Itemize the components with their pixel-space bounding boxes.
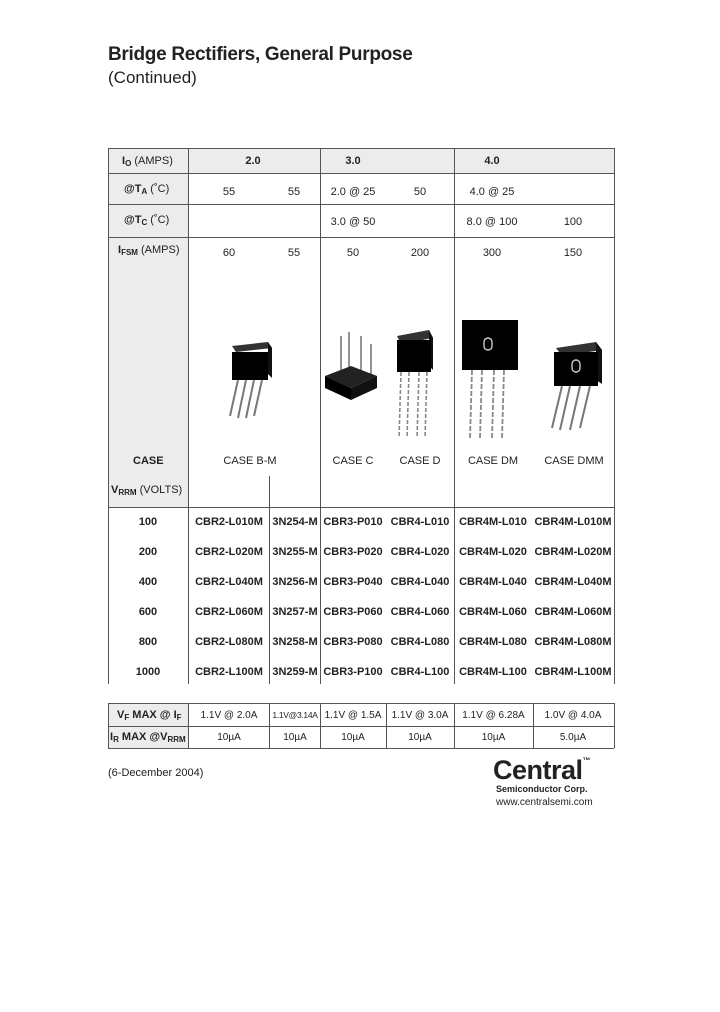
brand-url[interactable]: www.centralsemi.com: [496, 797, 593, 808]
tc-label: $@T_C$ (˚C): [124, 214, 170, 227]
ta-value: 55: [222, 186, 236, 198]
case-name: CASE DM: [467, 455, 519, 467]
part-number: CBR4-L010: [390, 516, 450, 528]
ifsm-value: 55: [287, 247, 301, 259]
part-number: 3N255-M: [272, 546, 318, 558]
vf-value: 1.1V @ 2.0A: [200, 710, 258, 721]
ir-value: 10µA: [217, 732, 241, 743]
part-number: CBR2-L060M: [195, 606, 263, 618]
table-divider: [108, 173, 614, 174]
vrrm-label: $V_{RRM}$ (VOLTS): [111, 484, 183, 497]
part-number: CBR4M-L100: [459, 666, 527, 678]
ifsm-value: 50: [346, 247, 360, 259]
part-number: CBR4-L040: [390, 576, 450, 588]
part-number: CBR3-P040: [323, 576, 383, 588]
col-divider: [320, 148, 321, 684]
part-number: CBR4M-L060: [459, 606, 527, 618]
io-group-4: 4.0: [484, 155, 500, 167]
col-divider: [188, 148, 189, 684]
revision-date: (6-December 2004): [108, 767, 204, 779]
part-number: 3N259-M: [272, 666, 318, 678]
vf-value: 1.0V @ 4.0A: [544, 710, 602, 721]
tc-value: 8.0 @ 100: [466, 216, 518, 228]
ir-label: $I_R$ MAX $@V_{RRM}$: [110, 731, 186, 744]
part-number: CBR3-P020: [323, 546, 383, 558]
table-divider: [108, 726, 614, 727]
table-divider: [108, 703, 614, 704]
brand-logo: [493, 757, 590, 784]
ir-value: 10µA: [408, 732, 432, 743]
part-number: CBR3-P100: [323, 666, 383, 678]
part-number: 3N258-M: [272, 636, 318, 648]
part-number: CBR4M-L080M: [534, 636, 612, 648]
ifsm-value: 150: [563, 247, 583, 259]
ir-value: 5.0µA: [559, 732, 587, 743]
part-number: CBR2-L100M: [195, 666, 263, 678]
brand-name: Central: [493, 755, 583, 785]
brand-subtitle: Semiconductor Corp.: [496, 784, 588, 794]
case-label: CASE: [133, 455, 164, 467]
vrrm-value: 600: [138, 606, 158, 618]
part-number: CBR4M-L010: [459, 516, 527, 528]
case-c-package-image: [321, 332, 381, 404]
part-number: CBR3-P060: [323, 606, 383, 618]
io-group-2: 2.0: [245, 155, 261, 167]
part-number: CBR4-L100: [390, 666, 450, 678]
case-name: CASE B-M: [223, 455, 277, 467]
ifsm-value: 60: [222, 247, 236, 259]
part-number: CBR4-L020: [390, 546, 450, 558]
part-number: 3N256-M: [272, 576, 318, 588]
part-number: 3N257-M: [272, 606, 318, 618]
table-left-border: [108, 148, 109, 684]
vf-value: 1.1V @ 3.0A: [391, 710, 449, 721]
case-name: CASE C: [332, 455, 374, 467]
tc-value: 100: [563, 216, 583, 228]
case-name: CASE D: [399, 455, 441, 467]
part-number: CBR3-P080: [323, 636, 383, 648]
part-number: 3N254-M: [272, 516, 318, 528]
part-number: CBR3-P010: [323, 516, 383, 528]
part-number: CBR2-L020M: [195, 546, 263, 558]
ifsm-value: 200: [410, 247, 430, 259]
ta-value: 2.0 @ 25: [330, 186, 376, 198]
table-divider: [108, 237, 614, 238]
table-top-border: [108, 148, 614, 149]
part-number: CBR4M-L100M: [534, 666, 612, 678]
col-divider: [454, 148, 455, 684]
tc-value: 3.0 @ 50: [330, 216, 376, 228]
page-subtitle: (Continued): [108, 68, 197, 87]
page-title: Bridge Rectifiers, General Purpose: [108, 44, 413, 65]
case-name: CASE DMM: [544, 455, 604, 467]
part-number: CBR2-L040M: [195, 576, 263, 588]
ta-label: $@T_A$ (˚C): [124, 183, 170, 196]
part-number: CBR4M-L040: [459, 576, 527, 588]
io-group-3: 3.0: [345, 155, 361, 167]
part-number: CBR2-L010M: [195, 516, 263, 528]
part-number: CBR4M-L020M: [534, 546, 612, 558]
table-divider: [108, 204, 614, 205]
ir-value: 10µA: [283, 732, 307, 743]
vrrm-value: 100: [138, 516, 158, 528]
part-number: CBR2-L080M: [195, 636, 263, 648]
vf-value: 1.1V@3.14A: [272, 710, 318, 720]
part-number: CBR4M-L020: [459, 546, 527, 558]
vf-value: 1.1V @ 6.28A: [462, 710, 525, 721]
ta-value: 55: [287, 186, 301, 198]
io-label: $I_O$ (AMPS): [122, 155, 173, 168]
case-bm-package-image: [218, 338, 280, 422]
part-number: CBR4M-L010M: [534, 516, 612, 528]
part-number: CBR4-L080: [390, 636, 450, 648]
case-dmm-package-image: [540, 338, 606, 434]
table-left-border: [108, 703, 109, 748]
ifsm-label: $I_{FSM}$ (AMPS): [118, 244, 180, 257]
vrrm-value: 1000: [135, 666, 161, 678]
trademark-mark: ™: [582, 756, 591, 765]
part-number: CBR4M-L060M: [534, 606, 612, 618]
ta-value: 4.0 @ 25: [469, 186, 515, 198]
col-divider: [188, 703, 189, 748]
case-d-package-image: [389, 326, 439, 442]
ir-value: 10µA: [481, 732, 506, 743]
vrrm-value: 400: [138, 576, 158, 588]
vf-label: $V_F$ MAX @ $I_F$: [117, 709, 182, 722]
case-dm-package-image: [458, 316, 524, 442]
vrrm-value: 200: [138, 546, 158, 558]
vf-value: 1.1V @ 1.5A: [324, 710, 382, 721]
part-number: CBR4-L060: [390, 606, 450, 618]
table-bottom-border: [108, 748, 614, 749]
part-number: CBR4M-L040M: [534, 576, 612, 588]
vrrm-value: 800: [138, 636, 158, 648]
ta-value: 50: [413, 186, 427, 198]
ir-value: 10µA: [341, 732, 365, 743]
table-divider: [108, 507, 614, 508]
table-right-border: [614, 703, 615, 748]
table-right-border: [614, 148, 615, 684]
part-number: CBR4M-L080: [459, 636, 527, 648]
ifsm-value: 300: [482, 247, 502, 259]
